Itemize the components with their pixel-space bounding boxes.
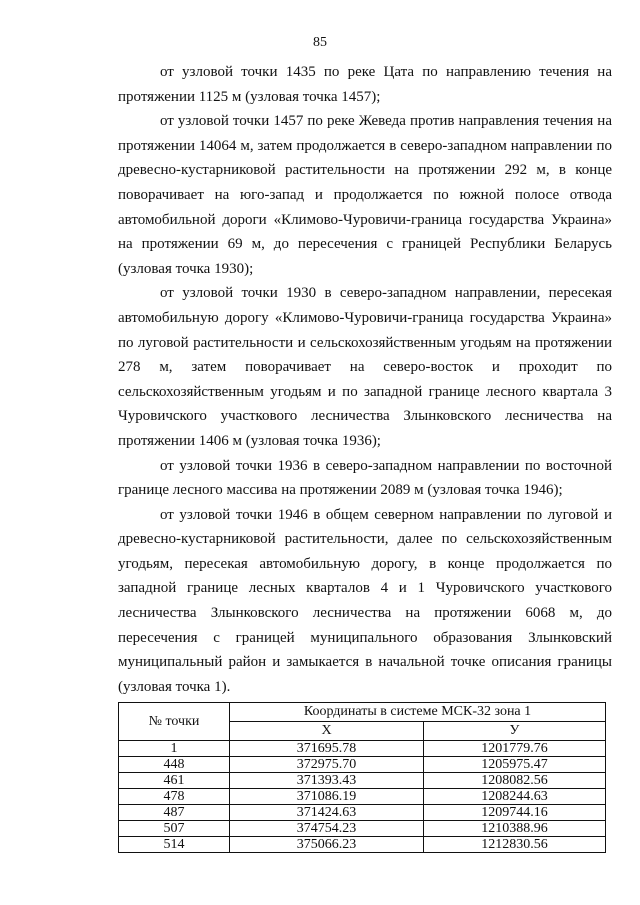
cell-y: 1210388.96 (424, 821, 606, 837)
table-row (119, 821, 606, 837)
paragraph-text: от узловой точки 1936 в северо-западном направлении по восточной границе лесного массива на протяжении 2089 м (узловая точка 1946); (118, 457, 612, 499)
cell-point: 448 (119, 757, 230, 773)
cell-x: 372975.70 (230, 757, 424, 773)
paragraph-text: от узловой точки 1435 по реке Цата по направлению течения на протяжении 1125 м (узловая точка 1457); (118, 64, 612, 105)
paragraph-text: от узловой точки 1930 в северо-западном направлении, пересекая автомобильную дорогу «Климово-Чуровичи-граница государства Украина» по луговой растительности и сельскохозяйственным угодьям на протяжении 278 м, затем поворачивает на северо-восток и проходит по сельскохозяйственным угодьям и по западной границе лесного квартала 3 Чуровичского участкового лесничества Злынковского лесничества на протяжении 1406 м (узловая точка 1936); (118, 285, 612, 449)
cell-x: 371695.78 (230, 741, 424, 757)
header-y: У (424, 722, 606, 741)
boundary-description (118, 60, 612, 699)
cell-x: 374754.23 (230, 821, 424, 837)
page-number: 85 (313, 35, 327, 50)
cell-point: 514 (119, 837, 230, 853)
cell-point: 478 (119, 789, 230, 805)
table-row (119, 773, 606, 789)
paragraph-text: от узловой точки 1457 по реке Жеведа против направления течения на протяжении 14064 м, затем продолжается в северо-западном направлении по древесно-кустарниковой растительности на протяжении 292 м, в конце поворачивает на юго-запад и продолжается по южной полосе отвода автомобильной дороги «Климово-Чуровичи-граница государства Украина» на протяжении 69 м, до пересечения с границей Республики Беларусь (узловая точка 1930); (118, 113, 612, 277)
paragraph (118, 503, 612, 700)
cell-y: 1212830.56 (424, 837, 606, 853)
cell-y: 1208082.56 (424, 773, 606, 789)
cell-x: 371393.43 (230, 773, 424, 789)
table-row (119, 805, 606, 821)
paragraph-text: от узловой точки 1946 в общем северном направлении по луговой и древесно-кустарниковой растительности, далее по сельскохозяйственным угодьям, пересекая автомобильную дорогу, в конце продолжается по западной границе лесных кварталов 4 и 1 Чуровичского участкового лесничества Злынковского лесничества на протяжении 6068 м, до пересечения с границей муниципального образования Злынковский муниципальный район и замыкается в начальной точке описания границы (узловая точка 1). (118, 506, 612, 695)
header-coordinate-system: Координаты в системе МСК-32 зона 1 (230, 703, 606, 722)
cell-y: 1205975.47 (424, 757, 606, 773)
paragraph (118, 281, 612, 453)
cell-y: 1209744.16 (424, 805, 606, 821)
cell-point: 507 (119, 821, 230, 837)
paragraph (118, 60, 612, 109)
cell-point: 487 (119, 805, 230, 821)
header-point-number: № точки (119, 703, 230, 741)
paragraph (118, 454, 612, 503)
table-row (119, 741, 606, 757)
cell-x: 375066.23 (230, 837, 424, 853)
cell-point: 1 (119, 741, 230, 757)
table-row (119, 837, 606, 853)
cell-x: 371086.19 (230, 789, 424, 805)
cell-y: 1208244.63 (424, 789, 606, 805)
header-x: X (230, 722, 424, 741)
coordinates-table (118, 702, 606, 853)
cell-x: 371424.63 (230, 805, 424, 821)
cell-point: 461 (119, 773, 230, 789)
cell-y: 1201779.76 (424, 741, 606, 757)
table-row (119, 757, 606, 773)
table-row (119, 789, 606, 805)
paragraph (118, 109, 612, 281)
